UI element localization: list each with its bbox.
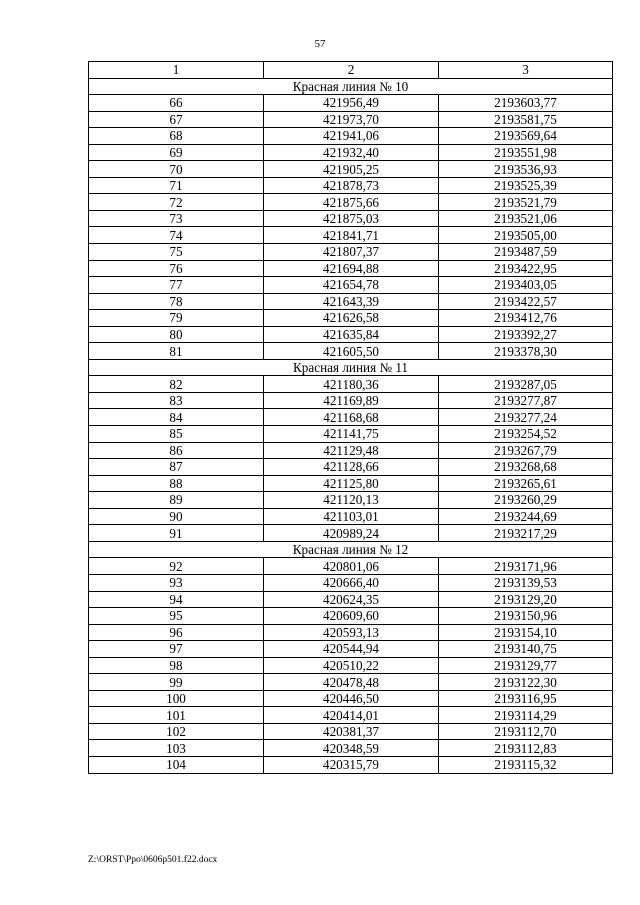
y-coordinate-cell: 2193403,05	[439, 277, 613, 294]
x-coordinate-cell: 420414,01	[264, 707, 439, 724]
table-row	[89, 459, 613, 476]
y-coordinate-cell: 2193551,98	[439, 144, 613, 161]
table-row	[89, 641, 613, 658]
table-row	[89, 144, 613, 161]
point-number-cell: 70	[89, 161, 264, 178]
table-row	[89, 128, 613, 145]
section-title-row	[89, 359, 613, 376]
table-row	[89, 707, 613, 724]
point-number-cell: 94	[89, 591, 264, 608]
point-number-cell: 81	[89, 343, 264, 360]
point-number-cell: 78	[89, 293, 264, 310]
point-number-cell: 96	[89, 624, 264, 641]
point-number-cell: 82	[89, 376, 264, 393]
point-number-cell: 76	[89, 260, 264, 277]
y-coordinate-cell: 2193267,79	[439, 442, 613, 459]
point-number-cell: 85	[89, 426, 264, 443]
point-number-cell: 103	[89, 740, 264, 757]
y-coordinate-cell: 2193254,52	[439, 426, 613, 443]
point-number-cell: 102	[89, 723, 264, 740]
y-coordinate-cell: 2193603,77	[439, 95, 613, 112]
table-row	[89, 376, 613, 393]
table-row	[89, 161, 613, 178]
table-row	[89, 310, 613, 327]
table-row	[89, 426, 613, 443]
table-row	[89, 409, 613, 426]
table-row	[89, 657, 613, 674]
table-row	[89, 690, 613, 707]
x-coordinate-cell: 420446,50	[264, 690, 439, 707]
table-row	[89, 244, 613, 261]
table-row	[89, 674, 613, 691]
x-coordinate-cell: 421956,49	[264, 95, 439, 112]
coordinates-table	[88, 61, 613, 774]
point-number-cell: 91	[89, 525, 264, 542]
section-title: Красная линия № 11	[89, 359, 613, 376]
table-row	[89, 177, 613, 194]
x-coordinate-cell: 421103,01	[264, 508, 439, 525]
point-number-cell: 99	[89, 674, 264, 691]
x-coordinate-cell: 421941,06	[264, 128, 439, 145]
x-coordinate-cell: 420315,79	[264, 756, 439, 773]
document-file-path: Z:\ORST\Ppo\0606p501.f22.docx	[88, 855, 218, 865]
x-coordinate-cell: 421875,66	[264, 194, 439, 211]
point-number-cell: 79	[89, 310, 264, 327]
y-coordinate-cell: 2193122,30	[439, 674, 613, 691]
table-row	[89, 740, 613, 757]
table-row	[89, 326, 613, 343]
x-coordinate-cell: 420593,13	[264, 624, 439, 641]
point-number-cell: 92	[89, 558, 264, 575]
y-coordinate-cell: 2193244,69	[439, 508, 613, 525]
x-coordinate-cell: 420609,60	[264, 608, 439, 625]
x-coordinate-cell: 421875,03	[264, 210, 439, 227]
point-number-cell: 72	[89, 194, 264, 211]
point-number-cell: 77	[89, 277, 264, 294]
y-coordinate-cell: 2193487,59	[439, 244, 613, 261]
y-coordinate-cell: 2193412,76	[439, 310, 613, 327]
x-coordinate-cell: 421643,39	[264, 293, 439, 310]
point-number-cell: 66	[89, 95, 264, 112]
point-number-cell: 89	[89, 492, 264, 509]
x-coordinate-cell: 421905,25	[264, 161, 439, 178]
y-coordinate-cell: 2193505,00	[439, 227, 613, 244]
point-number-cell: 84	[89, 409, 264, 426]
point-number-cell: 75	[89, 244, 264, 261]
x-coordinate-cell: 420478,48	[264, 674, 439, 691]
x-coordinate-cell: 421635,84	[264, 326, 439, 343]
x-coordinate-cell: 421654,78	[264, 277, 439, 294]
point-number-cell: 104	[89, 756, 264, 773]
x-coordinate-cell: 421841,71	[264, 227, 439, 244]
point-number-cell: 68	[89, 128, 264, 145]
table-row	[89, 756, 613, 773]
x-coordinate-cell: 421120,13	[264, 492, 439, 509]
table-row	[89, 210, 613, 227]
table-row	[89, 293, 613, 310]
table-row	[89, 442, 613, 459]
x-coordinate-cell: 420510,22	[264, 657, 439, 674]
x-coordinate-cell: 421141,75	[264, 426, 439, 443]
section-title: Красная линия № 10	[89, 78, 613, 95]
point-number-cell: 101	[89, 707, 264, 724]
y-coordinate-cell: 2193521,06	[439, 210, 613, 227]
y-coordinate-cell: 2193112,70	[439, 723, 613, 740]
y-coordinate-cell: 2193536,93	[439, 161, 613, 178]
point-number-cell: 73	[89, 210, 264, 227]
x-coordinate-cell: 421180,36	[264, 376, 439, 393]
x-coordinate-cell: 421168,68	[264, 409, 439, 426]
table-row	[89, 277, 613, 294]
y-coordinate-cell: 2193287,05	[439, 376, 613, 393]
y-coordinate-cell: 2193422,95	[439, 260, 613, 277]
table-row	[89, 343, 613, 360]
table-body	[89, 78, 613, 773]
table-row	[89, 624, 613, 641]
point-number-cell: 93	[89, 574, 264, 591]
y-coordinate-cell: 2193116,95	[439, 690, 613, 707]
x-coordinate-cell: 421878,73	[264, 177, 439, 194]
table-header-row	[89, 62, 613, 79]
point-number-cell: 69	[89, 144, 264, 161]
point-number-cell: 80	[89, 326, 264, 343]
point-number-cell: 71	[89, 177, 264, 194]
y-coordinate-cell: 2193129,77	[439, 657, 613, 674]
table-row	[89, 723, 613, 740]
x-coordinate-cell: 421169,89	[264, 392, 439, 409]
y-coordinate-cell: 2193115,32	[439, 756, 613, 773]
x-coordinate-cell: 420348,59	[264, 740, 439, 757]
section-title-row	[89, 78, 613, 95]
x-coordinate-cell: 420381,37	[264, 723, 439, 740]
y-coordinate-cell: 2193268,68	[439, 459, 613, 476]
y-coordinate-cell: 2193150,96	[439, 608, 613, 625]
point-number-cell: 97	[89, 641, 264, 658]
table-row	[89, 591, 613, 608]
table-row	[89, 475, 613, 492]
y-coordinate-cell: 2193139,53	[439, 574, 613, 591]
x-coordinate-cell: 421932,40	[264, 144, 439, 161]
x-coordinate-cell: 421807,37	[264, 244, 439, 261]
y-coordinate-cell: 2193217,29	[439, 525, 613, 542]
table-row	[89, 525, 613, 542]
x-coordinate-cell: 420544,94	[264, 641, 439, 658]
table-row	[89, 392, 613, 409]
table-row	[89, 260, 613, 277]
y-coordinate-cell: 2193154,10	[439, 624, 613, 641]
x-coordinate-cell: 421129,48	[264, 442, 439, 459]
table-row	[89, 508, 613, 525]
y-coordinate-cell: 2193140,75	[439, 641, 613, 658]
y-coordinate-cell: 2193277,87	[439, 392, 613, 409]
column-header-x: 2	[264, 62, 439, 79]
table-row	[89, 111, 613, 128]
y-coordinate-cell: 2193277,24	[439, 409, 613, 426]
x-coordinate-cell: 421605,50	[264, 343, 439, 360]
table-row	[89, 95, 613, 112]
x-coordinate-cell: 421694,88	[264, 260, 439, 277]
x-coordinate-cell: 420989,24	[264, 525, 439, 542]
point-number-cell: 98	[89, 657, 264, 674]
x-coordinate-cell: 420624,35	[264, 591, 439, 608]
y-coordinate-cell: 2193171,96	[439, 558, 613, 575]
y-coordinate-cell: 2193378,30	[439, 343, 613, 360]
x-coordinate-cell: 420801,06	[264, 558, 439, 575]
x-coordinate-cell: 421128,66	[264, 459, 439, 476]
section-title: Красная линия № 12	[89, 541, 613, 558]
table-row	[89, 227, 613, 244]
y-coordinate-cell: 2193581,75	[439, 111, 613, 128]
y-coordinate-cell: 2193422,57	[439, 293, 613, 310]
y-coordinate-cell: 2193392,27	[439, 326, 613, 343]
table-row	[89, 492, 613, 509]
y-coordinate-cell: 2193265,61	[439, 475, 613, 492]
table-row	[89, 608, 613, 625]
y-coordinate-cell: 2193260,29	[439, 492, 613, 509]
table-row	[89, 574, 613, 591]
point-number-cell: 87	[89, 459, 264, 476]
x-coordinate-cell: 421973,70	[264, 111, 439, 128]
point-number-cell: 88	[89, 475, 264, 492]
page-number: 57	[314, 38, 326, 50]
y-coordinate-cell: 2193525,39	[439, 177, 613, 194]
point-number-cell: 90	[89, 508, 264, 525]
x-coordinate-cell: 421125,80	[264, 475, 439, 492]
column-header-y: 3	[439, 62, 613, 79]
table-row	[89, 194, 613, 211]
column-header-number: 1	[89, 62, 264, 79]
y-coordinate-cell: 2193112,83	[439, 740, 613, 757]
point-number-cell: 67	[89, 111, 264, 128]
point-number-cell: 100	[89, 690, 264, 707]
point-number-cell: 83	[89, 392, 264, 409]
y-coordinate-cell: 2193569,64	[439, 128, 613, 145]
point-number-cell: 95	[89, 608, 264, 625]
table-row	[89, 558, 613, 575]
y-coordinate-cell: 2193129,20	[439, 591, 613, 608]
x-coordinate-cell: 420666,40	[264, 574, 439, 591]
section-title-row	[89, 541, 613, 558]
y-coordinate-cell: 2193114,29	[439, 707, 613, 724]
x-coordinate-cell: 421626,58	[264, 310, 439, 327]
point-number-cell: 86	[89, 442, 264, 459]
point-number-cell: 74	[89, 227, 264, 244]
y-coordinate-cell: 2193521,79	[439, 194, 613, 211]
